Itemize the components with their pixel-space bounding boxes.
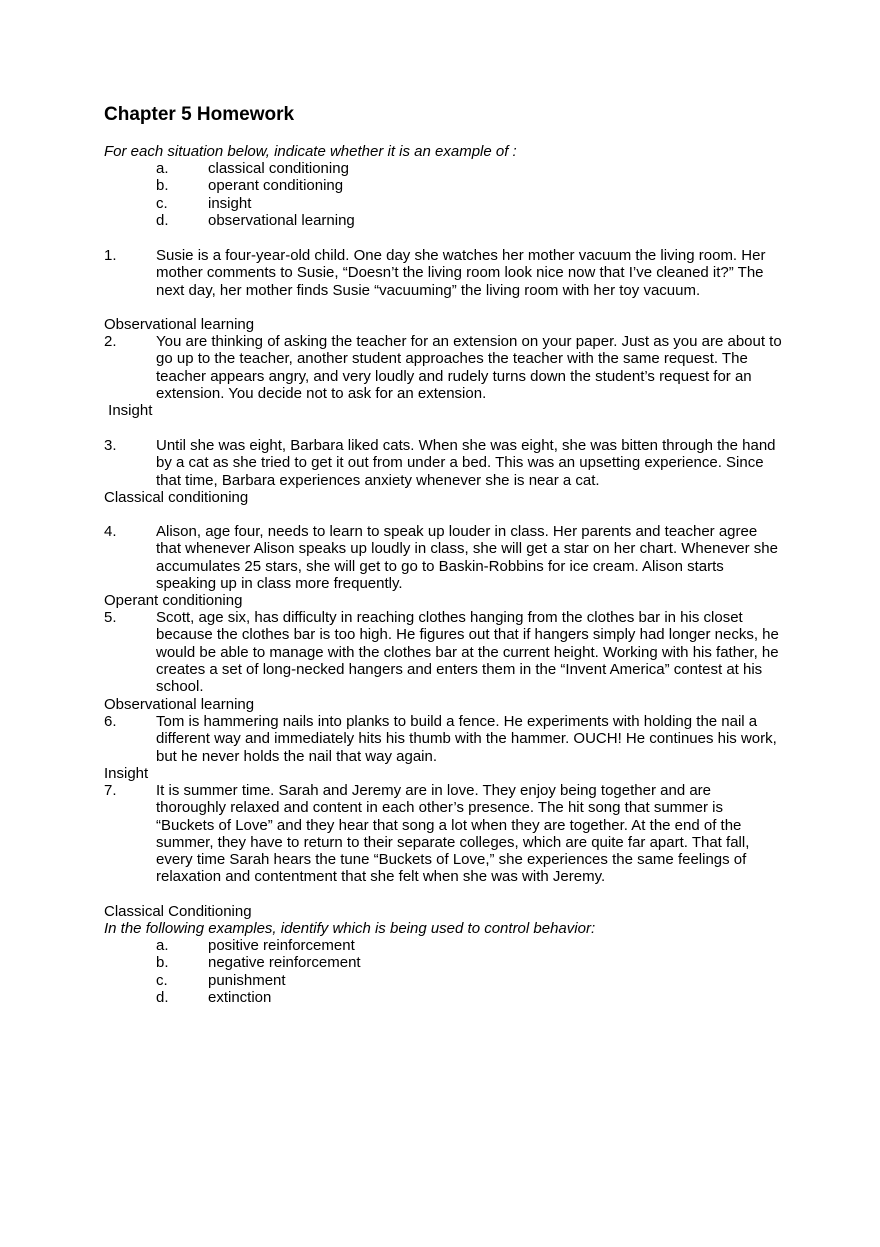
answer-7: Classical Conditioning	[104, 903, 252, 920]
question-text: Tom is hammering nails into planks to build a fence. He experiments with holding the nail a different way and immediately hits his thumb with the hammer. OUCH! He continues his work, but he never holds the nail that way again.	[156, 713, 777, 765]
section2-options	[104, 937, 784, 1006]
question-number: 2.	[104, 333, 117, 350]
option-letter: d.	[156, 211, 169, 229]
option-text: classical conditioning	[208, 160, 349, 177]
option-text: positive reinforcement	[208, 937, 355, 954]
question-text: Susie is a four-year-old child. One day she watches her mother vacuum the living room. Her mother comments to Susie, “Doesn’t the living room look nice now that I’ve cleaned it?” The next day, her mother finds Susie “vacuuming” the living room with her toy vacuum.	[156, 247, 766, 299]
question-text: It is summer time. Sarah and Jeremy are in love. They enjoy being together and are thoroughly relaxed and content in each other’s presence. The hit song that summer is “Buckets of Love” and they hear that song a lot when they are together. At the end of the summer, they have to return to their separate colleges, which are quite far apart. That fall, every time Sarah hears the tune “Buckets of Love,” she experiences the same feelings of relaxation and contentment that she felt when she was with Jeremy.	[156, 782, 750, 886]
answer-3: Classical conditioning	[104, 489, 249, 506]
answer-2: Insight	[104, 402, 153, 419]
option-letter: a.	[156, 937, 169, 954]
question-text: Alison, age four, needs to learn to speak up louder in class. Her parents and teacher agree that whenever Alison speaks up loudly in class, she will get a star on her chart. Whenever she accumulates 25 stars, she will get to go to Baskin-Robbins for ice cream. Alison starts speaking up in class more frequently.	[156, 523, 778, 592]
question-number: 7.	[104, 782, 117, 799]
question-text: Scott, age six, has difficulty in reaching clothes hanging from the clothes bar in his closet because the clothes bar is too high. He figures out that if hangers simply had longer necks, he would be able to manage with the clothes bar at the current height. Working with his father, he creates a set of long-necked hangers and enters them in the “Invent America” contest at his school.	[156, 609, 779, 696]
option-item	[104, 954, 784, 971]
question-number: 1.	[104, 247, 117, 264]
question-text: You are thinking of asking the teacher for an extension on your paper. Just as you are about to go up to the teacher, another student approaches the teacher with the same request. The teacher appears angry, and very loudly and rudely turns down the student’s request for an extension. You decide not to ask for an extension.	[156, 333, 782, 402]
option-text: negative reinforcement	[208, 954, 361, 972]
option-text: operant conditioning	[208, 177, 344, 195]
answer-4: Operant conditioning	[104, 592, 243, 609]
section1-instruction: For each situation below, indicate whether it is an example of :	[104, 143, 517, 160]
question-2	[104, 333, 784, 402]
option-letter: c.	[156, 194, 168, 212]
question-7	[104, 782, 784, 886]
answer-1: Observational learning	[104, 316, 255, 333]
question-5	[104, 609, 784, 695]
option-letter: b.	[156, 954, 169, 972]
question-number: 4.	[104, 523, 117, 540]
option-text: observational learning	[208, 211, 355, 229]
section1-options	[104, 160, 784, 229]
option-text: insight	[208, 194, 252, 212]
question-3	[104, 437, 784, 489]
question-number: 6.	[104, 713, 117, 730]
option-text: extinction	[208, 988, 272, 1006]
option-item	[104, 212, 784, 229]
option-letter: d.	[156, 988, 169, 1006]
question-text: Until she was eight, Barbara liked cats. When she was eight, she was bitten through the hand by a cat as she tried to get it out from under a bed. This was an upsetting experience. Since that time, Barbara experiences anxiety whenever she is near a cat.	[156, 437, 776, 489]
answer-5: Observational learning	[104, 696, 255, 713]
answer-6: Insight	[104, 765, 149, 782]
question-4	[104, 523, 784, 592]
option-item	[104, 177, 784, 194]
question-number: 5.	[104, 609, 117, 626]
section2-instruction: In the following examples, identify which is being used to control behavior:	[104, 920, 596, 937]
page-title: Chapter 5 Homework	[104, 104, 295, 125]
option-item	[104, 989, 784, 1006]
option-item	[104, 972, 784, 989]
option-item	[104, 195, 784, 212]
option-letter: c.	[156, 971, 168, 989]
option-item	[104, 937, 784, 954]
option-text: punishment	[208, 971, 286, 989]
question-1	[104, 247, 784, 299]
option-item	[104, 160, 784, 177]
question-number: 3.	[104, 437, 117, 454]
option-letter: a.	[156, 160, 169, 177]
option-letter: b.	[156, 177, 169, 195]
question-6	[104, 713, 784, 765]
